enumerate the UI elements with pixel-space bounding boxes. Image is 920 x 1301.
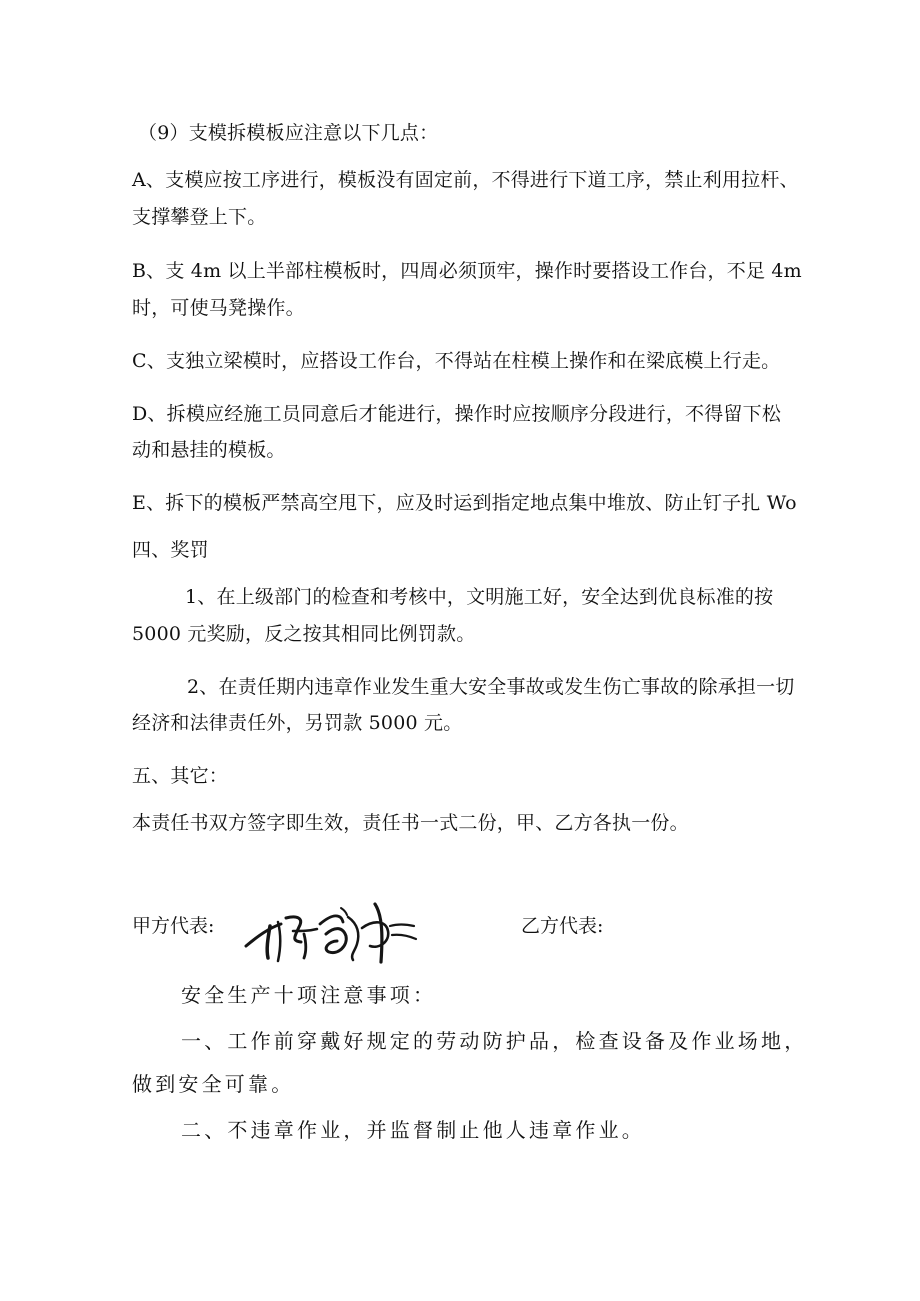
party-a-label: 甲方代表: (132, 915, 215, 937)
item9-title: （9）支模拆模板应注意以下几点： (138, 122, 439, 144)
safety-item-2-line-1: 二、不违章作业，并监督制止他人违章作业。 (181, 1118, 645, 1142)
section-5-title: 五、其它： (132, 765, 229, 787)
item-b-line-2: 时，可使马凳操作。 (132, 297, 305, 319)
item-b-line-1: B、支 4m 以上半部柱模板时，四周必须顶牢，操作时要搭设工作台，不足 4m (132, 260, 802, 282)
reward-1-line-1: 1、在上级部门的检查和考核中，文明施工好，安全达到优良标准的按 (185, 586, 774, 608)
safety-title: 安全生产十项注意事项： (181, 983, 437, 1007)
reward-1-line-2: 5000 元奖励，反之按其相同比例罚款。 (132, 623, 476, 645)
party-b-label: 乙方代表: (521, 915, 604, 937)
reward-2-line-1: 2、在责任期内违章作业发生重大安全事故或发生伤亡事故的除承担一切 (187, 676, 795, 698)
item-e-line-1: E、拆下的模板严禁高空甩下，应及时运到指定地点集中堆放、防止钉子扎 Wo (132, 492, 797, 514)
item-d-line-1: D、拆模应经施工员同意后才能进行，操作时应按顺序分段进行，不得留下松 (132, 403, 782, 425)
safety-item-1-line-2: 做到安全可靠。 (132, 1072, 295, 1096)
item-d-line-2: 动和悬挂的模板。 (132, 439, 286, 461)
item-a-line-1: A、支模应按工序进行，模板没有固定前，不得进行下道工序，禁止利用拉杆、 (132, 169, 799, 191)
section-5-body: 本责任书双方签字即生效，责任书一式二份，甲、乙方各执一份。 (132, 812, 689, 834)
reward-2-line-2: 经济和法律责任外，另罚款 5000 元。 (132, 712, 463, 734)
item-c-line-1: C、支独立梁模时，应搭设工作台，不得站在柱模上操作和在梁底模上行走。 (132, 350, 781, 372)
item-a-line-2: 支撑攀登上下。 (132, 206, 267, 228)
safety-item-1-line-1: 一、工作前穿戴好规定的劳动防护品，检查设备及作业场地， (181, 1029, 808, 1053)
section-4-title: 四、奖罚 (132, 539, 209, 561)
handwritten-signature (238, 900, 418, 964)
